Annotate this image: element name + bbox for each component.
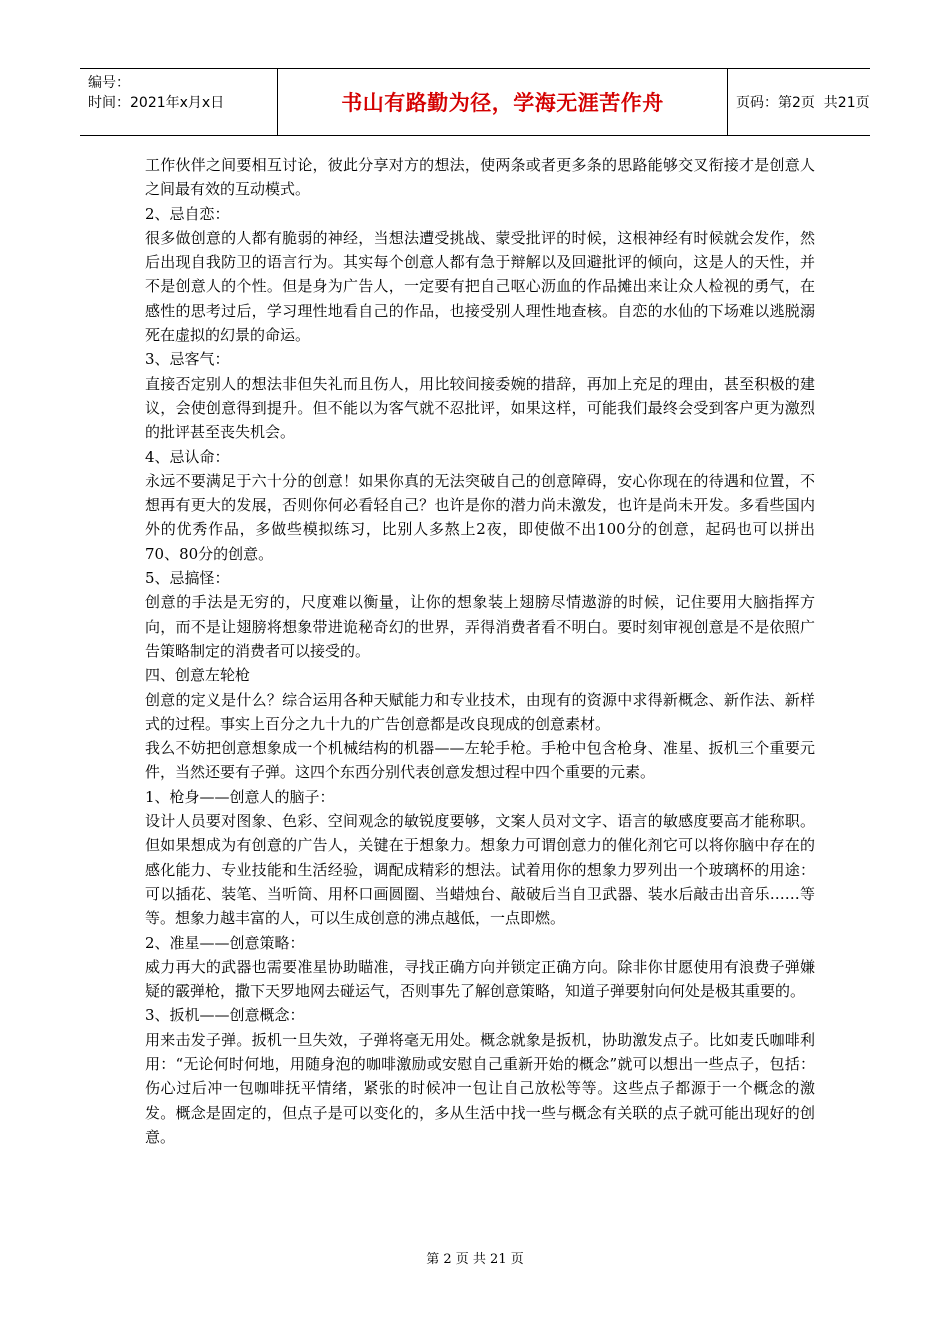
chapter-heading: 四、创意左轮枪 bbox=[145, 666, 251, 685]
section-heading: 2、忌自恋： bbox=[145, 204, 230, 223]
section-heading: 5、忌搞怪： bbox=[145, 569, 230, 588]
body-paragraph: 创意的手法是无穷的，尺度难以衡量，让你的想象装上翅膀尽情遨游的时候，记住要用大脑指挥方向，而不是让翅膀将想象带进诡秘奇幻的世界，弄得消费者看不明白。要时刻审视创意是不是依照广告策略制定的消费者可以接受的。 bbox=[145, 593, 815, 660]
header-page-info: 页码：第2页 共21页 bbox=[736, 95, 870, 111]
body-paragraph: 永远不要满足于六十分的创意！如果你真的无法突破自己的创意障碍，安心你现在的待遇和位置，不想再有更大的发展，否则你何必看轻自己？也许是你的潜力尚未激发，也许是尚未开发。多看些国内外的优秀作品，多做些模拟练习，比别人多熬上2夜，即使做不出100分的创意，起码也可以拼出70、80分的创意。 bbox=[145, 471, 815, 563]
section-heading: 3、扳机——创意概念： bbox=[145, 1006, 305, 1025]
header-meta-cell bbox=[80, 69, 278, 135]
section-heading: 2、准星——创意策略： bbox=[145, 933, 305, 952]
body-paragraph: 设计人员要对图象、色彩、空间观念的敏锐度要够，文案人员对文字、语言的敏感度要高才能称职。但如果想成为有创意的广告人，关键在于想象力。想象力可谓创意力的催化剂它可以将你脑中存在的感化能力、专业技能和生活经验，调配成精彩的想法。试着用你的想象力罗列出一个玻璃杯的用途：可以插花、装笔、当听筒、用杯口画圆圈、当蜡烛台、敲破后当自卫武器、装水后敲击出音乐……等等。想象力越丰富的人，可以生成创意的沸点越低，一点即燃。 bbox=[145, 812, 815, 928]
body-paragraph: 创意的定义是什么？综合运用各种天赋能力和专业技术，由现有的资源中求得新概念、新作法、新样式的过程。事实上百分之九十九的广告创意都是改良现成的创意素材。 bbox=[145, 690, 815, 733]
page-footer: 第 2 页 共 21 页 bbox=[426, 1252, 524, 1267]
body-paragraph: 我么不妨把创意想象成一个机械结构的机器——左轮手枪。手枪中包含枪身、准星、扳机三个重要元件，当然还要有子弹。这四个东西分别代表创意发想过程中四个重要的元素。 bbox=[145, 739, 815, 782]
body-paragraph: 直接否定别人的想法非但失礼而且伤人，用比较间接委婉的措辞，再加上充足的理由，甚至积极的建议，会使创意得到提升。但不能以为客气就不忍批评，如果这样，可能我们最终会受到客户更为激烈的批评甚至丧失机会。 bbox=[145, 374, 815, 442]
body-paragraph: 很多做创意的人都有脆弱的神经，当想法遭受挑战、蒙受批评的时候，这根神经有时候就会发作，然后出现自我防卫的语言行为。其实每个创意人都有急于辩解以及回避批评的倾向，这是人的天性，并不是创意人的个性。但是身为广告人，一定要有把自己呕心沥血的作品摊出来让众人检视的勇气，在感性的思考过后，学习理性地看自己的作品，也接受别人理性地查核。自恋的水仙的下场难以逃脱溺死在虚拟的幻景的命运。 bbox=[145, 228, 815, 345]
document-body bbox=[145, 153, 815, 1149]
body-paragraph: 用来击发子弹。扳机一旦失效，子弹将毫无用处。概念就象是扳机，协助激发点子。比如麦氏咖啡利用：“无论何时何地，用随身泡的咖啡激励或安慰自己重新开始的概念”就可以想出一些点子，包括：伤心过后冲一包咖啡抚平情绪，紧张的时候冲一包让自己放松等等。这些点子都源于一个概念的激发。概念是固定的，但点子是可以变化的，多从生活中找一些与概念有关联的点子就可能出现好的创意。 bbox=[145, 1030, 815, 1146]
document-date-label: 时间：2021年x月x日 bbox=[88, 95, 225, 111]
body-paragraph: 威力再大的武器也需要准星协助瞄准，寻找正确方向并锁定正确方向。除非你甘愿使用有浪费子弹嫌疑的霰弹枪，撒下天罗地网去碰运气，否则事先了解创意策略，知道子弹要射向何处是极其重要的。 bbox=[145, 957, 815, 1001]
page-header bbox=[80, 68, 870, 136]
section-heading: 3、忌客气： bbox=[145, 350, 230, 369]
body-paragraph: 工作伙伴之间要相互讨论，彼此分享对方的想法，使两条或者更多条的思路能够交叉衔接才是创意人之间最有效的互动模式。 bbox=[145, 156, 815, 199]
section-heading: 1、枪身——创意人的脑子： bbox=[145, 787, 335, 806]
header-motto: 书山有路勤为径，学海无涯苦作舟 bbox=[278, 69, 728, 135]
document-number-label: 编号： bbox=[88, 75, 130, 91]
section-heading: 4、忌认命： bbox=[145, 447, 230, 466]
